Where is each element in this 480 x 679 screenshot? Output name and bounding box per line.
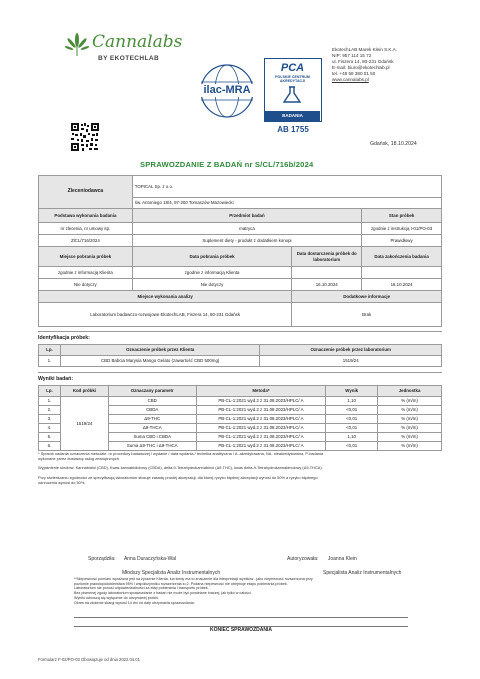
unit-cell: % (m/m) <box>378 424 442 433</box>
method-cell: PB-CL-1:2021 wyd.2 z 31.08.2023/HPLC/ A <box>196 442 326 451</box>
result-header: Wynik <box>326 386 378 397</box>
result-cell: 1,10 <box>326 397 378 406</box>
company-line: E-mail: biuro@ekotechlab.pl <box>332 65 390 70</box>
param-cell: CBD <box>108 397 196 406</box>
prepared-label: Sporządziła: <box>88 556 116 562</box>
disclaimer-line: Bez pisemnej zgody laboratorium sprawozdanie z badań nie może być powielane inaczej, jak tylko w całości. <box>74 591 252 596</box>
disclaimer-block <box>74 577 414 605</box>
method-cell: PB-CL-1:2021 wyd.2 z 31.08.2023/HPLC/ A <box>196 424 326 433</box>
pca-logo <box>264 58 322 122</box>
company-line: tel. +48 58 380 01 50 <box>332 71 376 76</box>
disclaimer-line: poziomie prawdopodobieństwa 95% i współczynniku rozszerzenia k=2. Podana niepewność nie obejmuje etapu pobierania próbek. <box>74 581 288 586</box>
place-note: zgodnie z informacją Klienta <box>39 267 133 279</box>
authorized-label: Autoryzowała: <box>287 556 319 562</box>
notes-block <box>38 451 448 485</box>
prepared-title: Młodszy Specjalista Analiz Instrumentalnych <box>122 570 221 576</box>
result-cell: 1,10 <box>326 433 378 442</box>
qr-code-icon <box>70 122 100 152</box>
result-cell: <0,01 <box>326 424 378 433</box>
param-cell: Δ9-THCA <box>108 424 196 433</box>
param-header: Oznaczany parametr <box>108 386 196 397</box>
lp-header: Lp. <box>39 386 61 397</box>
unit-cell: % (m/m) <box>378 433 442 442</box>
date-delivery-header: Data dostarczenia próbek do laboratorium <box>292 247 362 267</box>
cannabis-leaf-icon <box>64 32 90 58</box>
date-value: Nie dotyczy <box>132 279 292 291</box>
method-cell: PB-CL-1:2021 wyd.2 z 31.08.2023/HPLC/ A <box>196 397 326 406</box>
brand-sub: BY EKOTECHLAB <box>98 55 160 62</box>
disclaimer-line: **Niepewność pomiaru wyrażona jest na życzenie Klienta, lub kiedy ma to znaczenie dla interpretacji wyników - jako niepewność rozszerzona przy <box>74 577 313 581</box>
result-cell: <0,01 <box>326 415 378 424</box>
lp-header: Lp. <box>39 345 61 356</box>
additional-header: Dodatkowe informacje <box>292 291 442 303</box>
pca-text: PCA <box>280 62 305 74</box>
end-blank <box>362 267 442 279</box>
unit-cell: % (m/m) <box>378 442 442 451</box>
company-link[interactable]: www.cannalabs.pl <box>332 77 369 82</box>
method-cell: PB-CL-1:2021 wyd.2 z 31.08.2023/HPLC/ A <box>196 406 326 415</box>
prepared-block <box>88 547 268 576</box>
method-cell: PB-CL-1:2021 wyd.2 z 31.08.2023/HPLC/ A <box>196 415 326 424</box>
date-sampling-header: Data pobrania próbek <box>132 247 292 267</box>
client-label-header: Oznaczenie próbek przez Klienta <box>60 345 259 356</box>
lp-cell: 2. <box>39 406 61 415</box>
client-label-cell: CBD Babcia Marysia Mango Gelato (zawartość CBD 500mg) <box>60 356 259 367</box>
ilac-mra-logo <box>196 60 258 122</box>
client-address: św. Antoniego 18/4, 97-200 Tomaszów Mazowiecki <box>132 198 441 209</box>
pca-ring-2: AKREDYTACJI <box>279 79 306 83</box>
company-line: EkotechLAB Marek Klein S.K.A. <box>332 47 398 52</box>
client-name: TOPICAL Sp. z o.o. <box>132 176 441 198</box>
lp-cell: 6. <box>39 442 61 451</box>
matrix-label: matryca <box>132 223 361 235</box>
method-note: * Sposób nadania oznaczenia metodzie: nr procedury badawczej / wydanie / data wydania / technika analityczna / A -akredytowana, NA- nieakredytowana, P-badania <box>38 451 324 456</box>
lab-label-header: Oznaczenie próbek przez laboratorium <box>260 345 442 356</box>
authorized-block <box>287 547 457 576</box>
basis-header: Podstawa wykonania badania <box>39 209 133 223</box>
state-header: Stan próbek <box>362 209 442 223</box>
company-line: ul. Fiszera 14, 80-231 Gdańsk <box>332 59 394 64</box>
lp-cell: 1. <box>39 397 61 406</box>
delivery-blank <box>292 267 362 279</box>
pca-badge: BADANIA <box>265 111 320 121</box>
lp-cell: 4. <box>39 424 61 433</box>
unit-cell: % (m/m) <box>378 415 442 424</box>
param-cell: CBDA <box>108 406 196 415</box>
lab-label-cell: 1519/24 <box>260 356 442 367</box>
analysis-place-value: Laboratorium badawczo-rozwojowe EkotechLAB, Fiszera 14, 80-231 Gdańsk <box>39 303 292 327</box>
param-cell: Suma Δ9-THC i Δ9-THCA <box>108 442 196 451</box>
state-value: Prawidłowy <box>362 235 442 247</box>
prepared-name: Anna Duraczyńska-Wal <box>123 556 177 562</box>
lp-cell: 5. <box>39 433 61 442</box>
results-heading: Wyniki badań: <box>38 376 74 382</box>
company-block <box>332 47 462 83</box>
subject-header: Przedmiot badań <box>132 209 361 223</box>
basis-note: nr zlecenia, nr umowy itp. <box>39 223 133 235</box>
disclaimer-line: Laboratorium nie ponosi odpowiedzialności za etap pobierania i transportu próbek. <box>74 586 209 591</box>
conformity-note-cont: odrzucenia wynosi do 50%. <box>38 480 86 485</box>
place-date: Gdańsk, 18.10.2024 <box>370 141 417 147</box>
end-value: 18.10.2024 <box>362 279 442 291</box>
unit-cell: % (m/m) <box>378 406 442 415</box>
flask-icon <box>281 86 303 104</box>
analysis-place-header: Miejsce wykonania analizy <box>39 291 292 303</box>
identification-table <box>38 344 442 367</box>
report-title: SPRAWOZDANIE Z BADAŃ nr S/CL/716b/2024 <box>140 160 314 169</box>
end-of-report <box>74 617 408 633</box>
table-row <box>39 356 442 367</box>
method-cell: PB-CL-1:2021 wyd.2 z 31.08.2023/HPLC/ A <box>196 433 326 442</box>
lp-cell: 1. <box>39 356 61 367</box>
brand-script: Cannalabs <box>92 32 183 52</box>
results-table <box>38 385 442 451</box>
param-cell: Δ9-THC <box>108 415 196 424</box>
end-label: KONIEC SPRAWOZDANIA <box>210 627 272 633</box>
form-footer: Formularz F-02/PO-03 Obowiązuje od dnia 2022.04.01 <box>38 657 140 662</box>
delivery-value: 16.10.2024 <box>292 279 362 291</box>
unit-header: Jednostka <box>378 386 442 397</box>
subject-value: Suplement diety - produkt z dodatkiem konopi <box>132 235 361 247</box>
date-end-header: Data zakończenia badania <box>362 247 442 267</box>
state-note: zgodnie z instrukcją I-01/PO-03 <box>362 223 442 235</box>
code-header: Kod próbki <box>60 386 108 397</box>
method-header: Metoda* <box>196 386 326 397</box>
cannalabs-logo <box>62 18 182 78</box>
table-row <box>39 397 442 406</box>
accreditation-number: AB 1755 <box>277 125 309 134</box>
sample-code-cell: 1519/24 <box>60 397 108 451</box>
disclaimer-line: Wyniki odnoszą się wyłącznie do otrzymanej próbki. <box>74 595 159 600</box>
authorized-name: Joanna Klein <box>327 556 357 562</box>
method-note-cont: wykonane przez dostawcę usług zewnętrznych <box>38 456 119 461</box>
divider <box>38 331 442 332</box>
order-number: ZlCL/716/2024 <box>39 235 133 247</box>
additional-value: Brak <box>292 303 442 327</box>
lp-cell: 3. <box>39 415 61 424</box>
date-note: zgodnie z informacją Klienta <box>132 267 292 279</box>
param-cell: Suma CBD i CBDA <box>108 433 196 442</box>
qr-code <box>70 122 100 152</box>
order-table <box>38 175 442 327</box>
unit-cell: % (m/m) <box>378 397 442 406</box>
place-value: Nie dotyczy <box>39 279 133 291</box>
result-cell: <0,01 <box>326 406 378 415</box>
divider <box>38 372 442 373</box>
conformity-note: Przy stwierdzaniu zgodności ze specyfikacją laboratorium stosuje zasadę prostej akceptacji, dla której ryzyko błędnej akceptacji wynosi do 50% a ryzyko błędnego <box>38 475 318 480</box>
place-header: Miejsce pobrania próbek <box>39 247 133 267</box>
pca-ring-1: POLSKIE CENTRUM <box>275 75 310 79</box>
disclaimer-line: Okres na złożenie skargi wynosi 14 dni od daty otrzymania sprawozdania. <box>74 600 195 605</box>
authorized-title: Specjalista Analiz Instrumentalnych <box>323 570 402 576</box>
abbreviations-note: Wyjaśnienie skrótów: Kannabidiol (CBD), Kwas kannabidiolowy (CBDA), delta-9-Tetrahydrokannabinol (Δ9-THC), kwas delta-9-Tetrahydrokannabinolowy (Δ9-THCA). <box>38 465 323 470</box>
client-label: Zleceniodawca <box>39 176 133 209</box>
identification-heading: Identyfikacja próbek: <box>38 335 90 341</box>
company-line: NIP: 957 114 15 72 <box>332 53 372 58</box>
result-cell: <0,01 <box>326 442 378 451</box>
ilac-text: ilac-MRA <box>194 84 260 97</box>
